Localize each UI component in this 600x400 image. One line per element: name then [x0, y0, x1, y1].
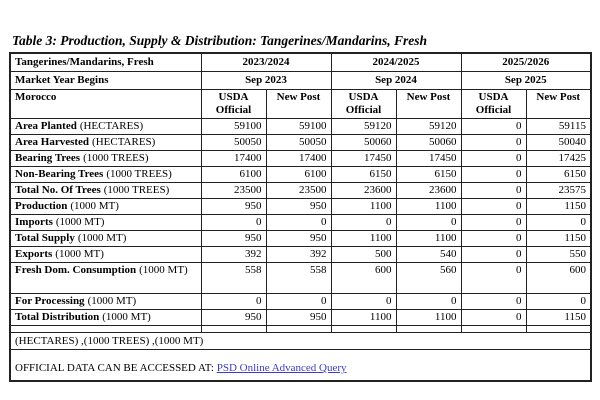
- row-label: [10, 167, 201, 183]
- subcol-usda-official: USDA Official: [331, 90, 396, 119]
- row-label-name: Area Planted: [15, 120, 77, 132]
- subcol-usda-official: USDA Official: [201, 90, 266, 119]
- value-cell: 950: [266, 199, 331, 215]
- psd-online-link[interactable]: PSD Online Advanced Query: [216, 362, 347, 374]
- value-cell: 0: [331, 294, 396, 310]
- row-label: [10, 310, 201, 326]
- subcol-new-post: New Post: [526, 90, 591, 119]
- subcol-usda-official: USDA Official: [461, 90, 526, 119]
- value-cell: 59120: [396, 119, 461, 135]
- value-cell: 59115: [526, 119, 591, 135]
- row-label-name: Exports: [15, 248, 53, 260]
- row-label-name: Total Distribution: [15, 311, 100, 323]
- value-cell: 23500: [266, 183, 331, 199]
- subcol-new-post: New Post: [266, 90, 331, 119]
- value-cell: 0: [461, 151, 526, 167]
- value-cell: 50050: [201, 135, 266, 151]
- units-note: (HECTARES) ,(1000 TREES) ,(1000 MT): [10, 333, 591, 350]
- row-label-unit: (1000 TREES): [106, 168, 172, 180]
- value-cell: 6150: [331, 167, 396, 183]
- value-cell: 0: [331, 215, 396, 231]
- value-cell: 950: [266, 231, 331, 247]
- row-label-name: Area Harvested: [15, 136, 90, 148]
- value-cell: 0: [266, 294, 331, 310]
- value-cell: 0: [526, 215, 591, 231]
- commodity-label: Tangerines/Mandarins, Fresh: [10, 53, 201, 72]
- value-cell: 17425: [526, 151, 591, 167]
- value-cell: 23575: [526, 183, 591, 199]
- value-cell: 0: [461, 263, 526, 294]
- row-label-name: Production: [15, 200, 68, 212]
- value-cell: 0: [396, 294, 461, 310]
- value-cell: 17450: [331, 151, 396, 167]
- value-cell: 50040: [526, 135, 591, 151]
- value-cell: 59100: [266, 119, 331, 135]
- value-cell: 600: [526, 263, 591, 294]
- value-cell: 0: [201, 294, 266, 310]
- value-cell: 0: [266, 215, 331, 231]
- row-label-unit: (1000 MT): [70, 200, 119, 212]
- value-cell: 1100: [396, 199, 461, 215]
- header-row-commodity: [10, 53, 591, 72]
- value-cell: 59120: [331, 119, 396, 135]
- row-label: [10, 135, 201, 151]
- market-year-sep-2025: Sep 2025: [461, 72, 591, 90]
- value-cell: 0: [461, 231, 526, 247]
- row-label-unit: (1000 MT): [139, 264, 188, 276]
- market-year-label: Market Year Begins: [10, 72, 201, 90]
- market-year-sep-2023: Sep 2023: [201, 72, 331, 90]
- value-cell: 1150: [526, 231, 591, 247]
- value-cell: 1100: [396, 310, 461, 326]
- value-cell: 950: [201, 231, 266, 247]
- value-cell: 540: [396, 247, 461, 263]
- row-label-name: Bearing Trees: [15, 152, 81, 164]
- year-header-2024-2025: 2024/2025: [331, 53, 461, 72]
- value-cell: 50060: [396, 135, 461, 151]
- value-cell: 1100: [396, 231, 461, 247]
- psd-table: [9, 52, 592, 382]
- row-label-unit: (HECTARES): [92, 136, 156, 148]
- table-row: [10, 119, 591, 135]
- value-cell: 950: [201, 310, 266, 326]
- row-label-unit: (1000 MT): [55, 216, 105, 228]
- spacer-row: [10, 326, 591, 333]
- value-cell: 50060: [331, 135, 396, 151]
- row-label-unit: (1000 MT): [77, 232, 127, 244]
- row-label-name: Total Supply: [15, 232, 75, 244]
- official-data-text: OFFICIAL DATA CAN BE ACCESSED AT:: [15, 362, 214, 374]
- value-cell: 17400: [201, 151, 266, 167]
- value-cell: 0: [461, 199, 526, 215]
- table-row: [10, 231, 591, 247]
- row-label: [10, 215, 201, 231]
- row-label: [10, 263, 201, 294]
- table-row: [10, 263, 591, 294]
- row-label-unit: (1000 MT): [55, 248, 104, 260]
- table-row: [10, 247, 591, 263]
- table-row: [10, 167, 591, 183]
- value-cell: 59100: [201, 119, 266, 135]
- row-label-name: Total No. Of Trees: [15, 184, 101, 196]
- value-cell: 0: [396, 215, 461, 231]
- table-row: [10, 310, 591, 326]
- year-header-2025-2026: 2025/2026: [461, 53, 591, 72]
- value-cell: 1100: [331, 310, 396, 326]
- header-row-market-year: [10, 72, 591, 90]
- table-row: [10, 215, 591, 231]
- value-cell: 392: [201, 247, 266, 263]
- value-cell: 6100: [266, 167, 331, 183]
- row-label: [10, 151, 201, 167]
- value-cell: 0: [461, 119, 526, 135]
- value-cell: 6100: [201, 167, 266, 183]
- year-header-2023-2024: 2023/2024: [201, 53, 331, 72]
- value-cell: 500: [331, 247, 396, 263]
- units-note-row: [10, 333, 591, 350]
- value-cell: 0: [461, 294, 526, 310]
- value-cell: 23500: [201, 183, 266, 199]
- value-cell: 23600: [396, 183, 461, 199]
- value-cell: 50050: [266, 135, 331, 151]
- value-cell: 560: [396, 263, 461, 294]
- official-data-row: [10, 350, 591, 382]
- value-cell: 950: [266, 310, 331, 326]
- value-cell: 392: [266, 247, 331, 263]
- table-row: [10, 199, 591, 215]
- value-cell: 6150: [526, 167, 591, 183]
- value-cell: 600: [331, 263, 396, 294]
- value-cell: 0: [461, 167, 526, 183]
- subcol-new-post: New Post: [396, 90, 461, 119]
- row-label: [10, 119, 201, 135]
- row-label-unit: (1000 TREES): [103, 184, 170, 196]
- country-label: Morocco: [10, 90, 201, 119]
- value-cell: 0: [201, 215, 266, 231]
- row-label: [10, 247, 201, 263]
- row-label-unit: (1000 MT): [87, 295, 137, 307]
- value-cell: 0: [526, 294, 591, 310]
- value-cell: 0: [461, 310, 526, 326]
- row-label-name: For Processing: [15, 295, 85, 307]
- table-title: Table 3: Production, Supply & Distribution: Tangerines/Mandarins, Fresh: [12, 33, 427, 48]
- row-label-name: Non-Bearing Trees: [15, 168, 104, 180]
- row-label: [10, 199, 201, 215]
- row-label-unit: (1000 MT): [102, 311, 151, 323]
- value-cell: 558: [201, 263, 266, 294]
- value-cell: 23600: [331, 183, 396, 199]
- value-cell: 1150: [526, 199, 591, 215]
- table-row: [10, 151, 591, 167]
- row-label-name: Fresh Dom. Consumption: [15, 264, 137, 276]
- value-cell: 17450: [396, 151, 461, 167]
- value-cell: 6150: [396, 167, 461, 183]
- row-label: [10, 231, 201, 247]
- value-cell: 558: [266, 263, 331, 294]
- header-row-source: [10, 90, 591, 119]
- table-row: [10, 135, 591, 151]
- table-row: [10, 183, 591, 199]
- value-cell: 950: [201, 199, 266, 215]
- value-cell: 0: [461, 215, 526, 231]
- value-cell: 1100: [331, 199, 396, 215]
- row-label-unit: (HECTARES): [79, 120, 144, 132]
- value-cell: 1100: [331, 231, 396, 247]
- value-cell: 0: [461, 247, 526, 263]
- value-cell: 550: [526, 247, 591, 263]
- table-row: [10, 294, 591, 310]
- value-cell: 1150: [526, 310, 591, 326]
- row-label: [10, 183, 201, 199]
- value-cell: 0: [461, 135, 526, 151]
- row-label-unit: (1000 TREES): [83, 152, 149, 164]
- value-cell: 0: [461, 183, 526, 199]
- row-label: [10, 294, 201, 310]
- value-cell: 17400: [266, 151, 331, 167]
- market-year-sep-2024: Sep 2024: [331, 72, 461, 90]
- row-label-name: Imports: [15, 216, 53, 228]
